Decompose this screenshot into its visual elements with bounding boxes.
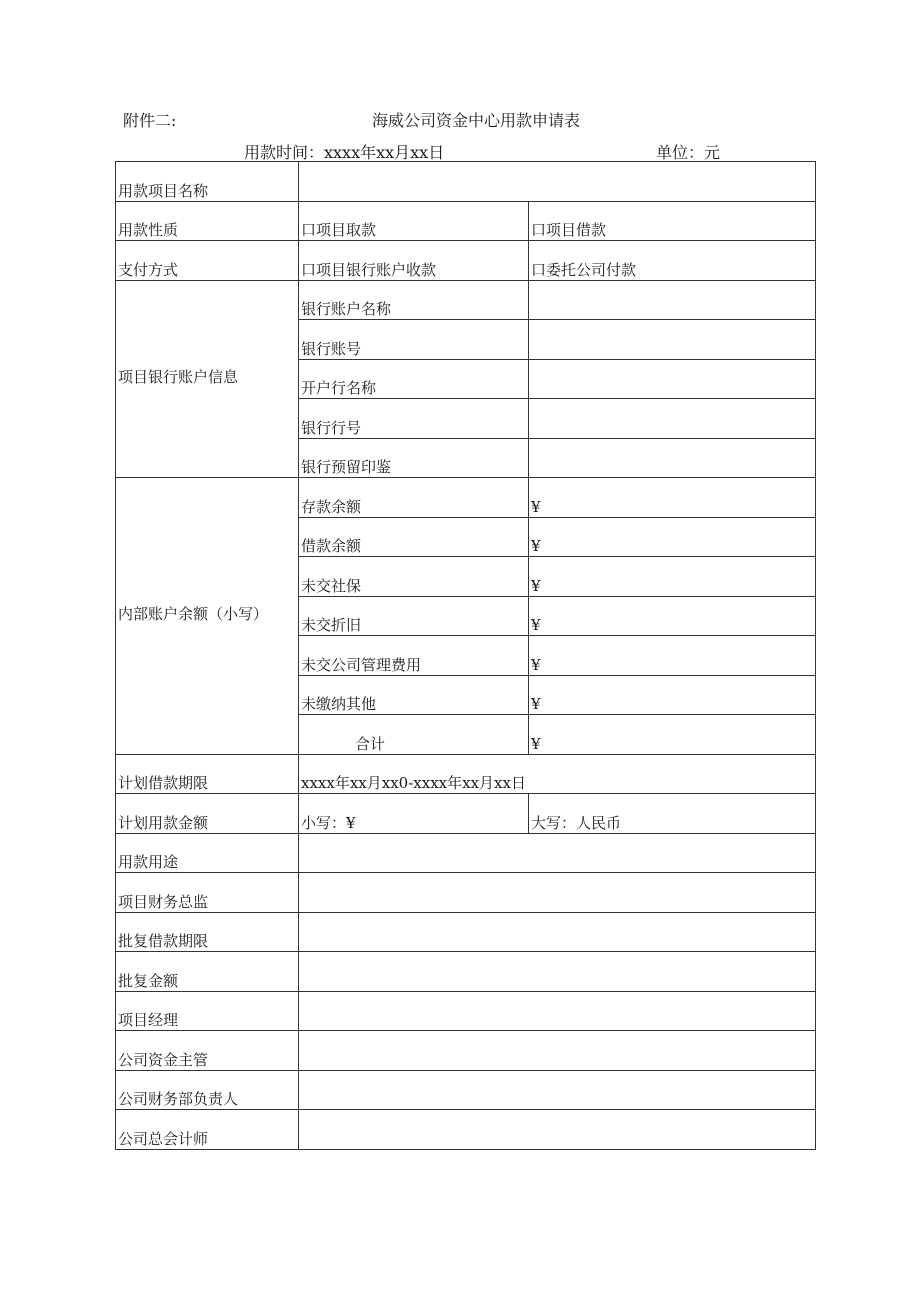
payment-option-bank[interactable] xyxy=(299,241,529,281)
bank-account-name-label: 银行账户名称 xyxy=(301,300,392,318)
unpaid-mgmt-fee-label: 未交公司管理费用 xyxy=(301,655,422,674)
project-manager-label: 项目经理 xyxy=(118,1011,179,1029)
unpaid-other-label: 未缴纳其他 xyxy=(301,695,377,713)
finance-dept-head-label: 公司财务部负责人 xyxy=(118,1090,239,1108)
label-cell xyxy=(116,241,299,281)
sub-label-cell xyxy=(299,438,529,478)
sub-label-cell xyxy=(299,517,529,557)
loan-balance-label: 借款余额 xyxy=(301,537,362,555)
attachment-label: 附件二: xyxy=(123,111,177,130)
label-cell xyxy=(116,991,299,1031)
label-cell xyxy=(116,1110,299,1150)
bank-account-number-label: 银行账号 xyxy=(301,339,362,358)
approved-amount-field[interactable] xyxy=(299,952,816,992)
deposit-balance-field[interactable] xyxy=(529,478,816,518)
payment-option-entrust[interactable] xyxy=(529,241,816,281)
amount-lowercase-label: 小写：¥ xyxy=(301,813,356,832)
row-signoff xyxy=(116,1070,816,1110)
unpaid-social-field[interactable] xyxy=(529,557,816,597)
label-cell xyxy=(116,794,299,834)
bank-branch-name-label: 开户行名称 xyxy=(301,379,377,397)
currency-sign: ¥ xyxy=(531,695,541,713)
bank-seal-field[interactable] xyxy=(529,438,816,478)
approved-amount-label: 批复金额 xyxy=(118,971,179,990)
bank-info-label: 项目银行账户信息 xyxy=(118,368,239,387)
currency-sign: ¥ xyxy=(531,497,541,516)
option-label: 口项目银行账户收款 xyxy=(301,260,437,279)
project-name-field[interactable] xyxy=(299,162,816,202)
loan-term-field[interactable] xyxy=(299,754,816,794)
project-name-label: 用款项目名称 xyxy=(118,181,209,200)
amount-lowercase-field[interactable] xyxy=(299,794,529,834)
total-field[interactable] xyxy=(529,715,816,755)
label-cell xyxy=(116,1070,299,1110)
currency-sign: ¥ xyxy=(531,616,541,634)
usage-nature-label: 用款性质 xyxy=(118,221,179,239)
currency-sign: ¥ xyxy=(531,655,541,674)
amount-uppercase-field[interactable] xyxy=(529,794,816,834)
sub-label-cell xyxy=(299,715,529,755)
bank-branch-name-field[interactable] xyxy=(529,359,816,399)
option-label: 口项目取款 xyxy=(301,221,377,239)
sub-label-cell xyxy=(299,675,529,715)
bank-code-label: 银行行号 xyxy=(301,418,362,437)
currency-sign: ¥ xyxy=(531,734,541,753)
sub-label-cell xyxy=(299,399,529,439)
sub-label-cell xyxy=(299,478,529,518)
label-cell xyxy=(116,754,299,794)
usage-purpose-label: 用款用途 xyxy=(118,853,179,871)
row-bank-info xyxy=(116,280,816,320)
row-usage-nature xyxy=(116,201,816,241)
label-cell xyxy=(116,912,299,952)
row-signoff xyxy=(116,952,816,992)
chief-accountant-label: 公司总会计师 xyxy=(118,1129,209,1148)
row-signoff xyxy=(116,991,816,1031)
application-form-table xyxy=(115,161,816,1150)
fund-supervisor-label: 公司资金主管 xyxy=(118,1050,209,1069)
row-signoff xyxy=(116,1110,816,1150)
approved-loan-term-field[interactable] xyxy=(299,912,816,952)
label-cell xyxy=(116,478,299,755)
usage-time: 用款时间：xxxx年xx月xx日 xyxy=(244,143,445,162)
project-finance-director-field[interactable] xyxy=(299,873,816,913)
unpaid-depreciation-label: 未交折旧 xyxy=(301,616,362,634)
approved-loan-term-label: 批复借款期限 xyxy=(118,932,209,950)
loan-term-value: xxxx年xx月xx0-xxxx年xx月xx日 xyxy=(301,774,526,792)
chief-accountant-field[interactable] xyxy=(299,1110,816,1150)
unpaid-mgmt-fee-field[interactable] xyxy=(529,636,816,676)
currency-sign: ¥ xyxy=(531,537,541,555)
row-signoff xyxy=(116,833,816,873)
label-cell xyxy=(116,873,299,913)
loan-balance-field[interactable] xyxy=(529,517,816,557)
finance-dept-head-field[interactable] xyxy=(299,1070,816,1110)
unpaid-social-label: 未交社保 xyxy=(301,576,362,595)
sub-label-cell xyxy=(299,320,529,360)
label-cell xyxy=(116,162,299,202)
planned-amount-label: 计划用款金额 xyxy=(118,813,209,832)
option-label: 口委托公司付款 xyxy=(531,260,637,279)
fund-supervisor-field[interactable] xyxy=(299,1031,816,1071)
bank-account-name-field[interactable] xyxy=(529,280,816,320)
usage-purpose-field[interactable] xyxy=(299,833,816,873)
currency-sign: ¥ xyxy=(531,576,541,595)
label-cell xyxy=(116,1031,299,1071)
bank-seal-label: 银行预留印鉴 xyxy=(301,458,392,476)
row-signoff xyxy=(116,1031,816,1071)
label-cell xyxy=(116,833,299,873)
row-signoff xyxy=(116,912,816,952)
sub-label-cell xyxy=(299,359,529,399)
sub-label-cell xyxy=(299,557,529,597)
row-payment-method xyxy=(116,241,816,281)
bank-account-number-field[interactable] xyxy=(529,320,816,360)
amount-uppercase-label: 大写：人民币 xyxy=(531,813,622,832)
loan-term-label: 计划借款期限 xyxy=(118,774,209,792)
option-label: 口项目借款 xyxy=(531,221,607,239)
label-cell xyxy=(116,952,299,992)
project-manager-field[interactable] xyxy=(299,991,816,1031)
row-balance xyxy=(116,478,816,518)
payment-method-label: 支付方式 xyxy=(118,260,179,279)
internal-balance-label: 内部账户余额（小写） xyxy=(118,605,269,624)
label-cell xyxy=(116,201,299,241)
unpaid-depreciation-field[interactable] xyxy=(529,596,816,636)
project-finance-director-label: 项目财务总监 xyxy=(118,892,209,911)
row-loan-term xyxy=(116,754,816,794)
unpaid-other-field[interactable] xyxy=(529,675,816,715)
nature-option-withdraw[interactable] xyxy=(299,201,529,241)
bank-code-field[interactable] xyxy=(529,399,816,439)
form-title: 海威公司资金中心用款申请表 xyxy=(372,111,581,130)
row-signoff xyxy=(116,873,816,913)
row-planned-amount xyxy=(116,794,816,834)
total-label: 合计 xyxy=(355,734,386,753)
sub-label-cell xyxy=(299,596,529,636)
row-project-name xyxy=(116,162,816,202)
unit-label: 单位：元 xyxy=(656,143,721,162)
label-cell xyxy=(116,280,299,478)
sub-label-cell xyxy=(299,636,529,676)
deposit-balance-label: 存款余额 xyxy=(301,497,362,516)
sub-label-cell xyxy=(299,280,529,320)
nature-option-borrow[interactable] xyxy=(529,201,816,241)
